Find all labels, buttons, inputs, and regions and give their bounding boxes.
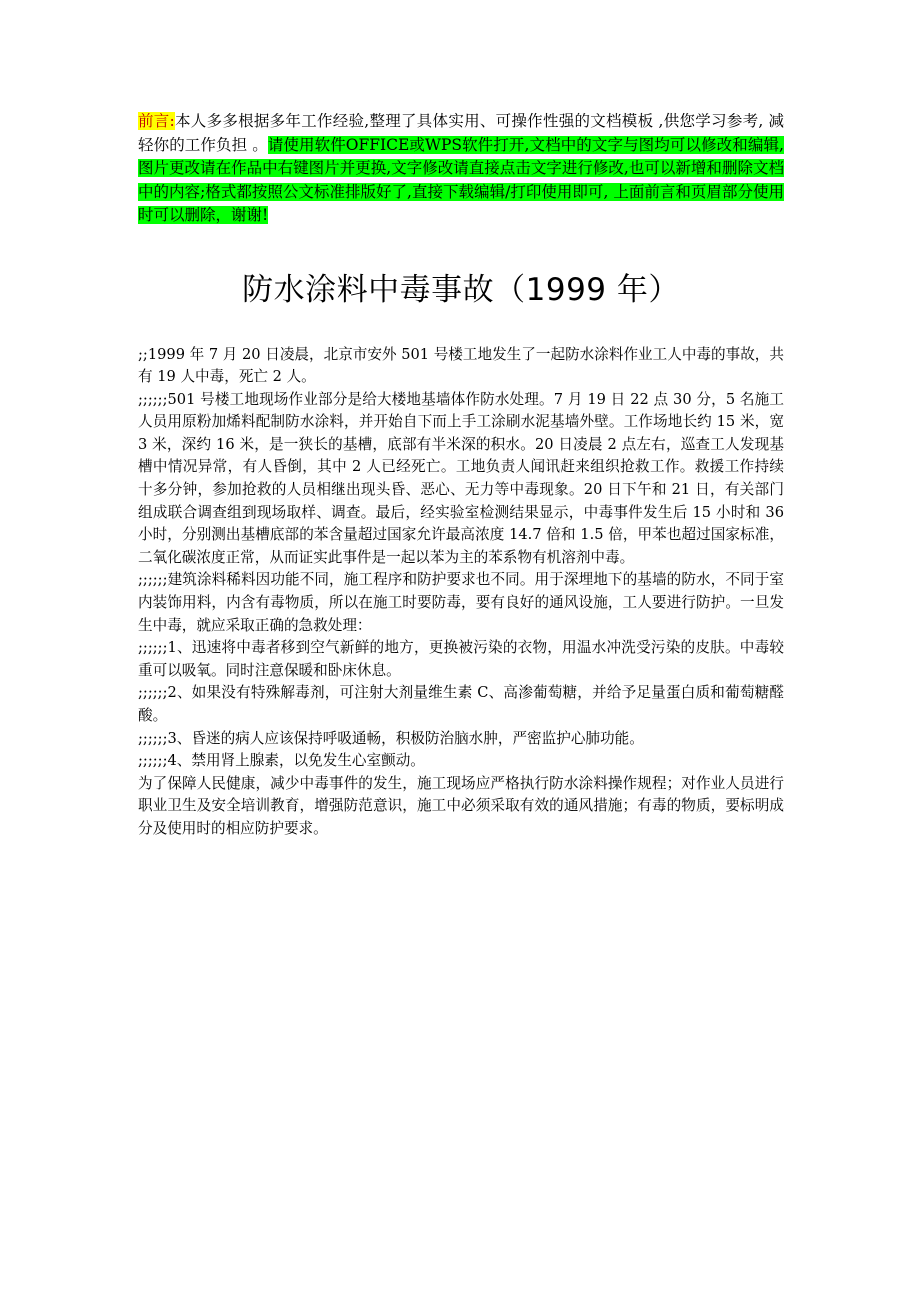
paragraph-accident-details: ;;;;;;501 号楼工地现场作业部分是给大楼地基墙体作防水处理。7 月 19 日 22 点 30 分，5 名施工人员用原粉加烯料配制防水涂料，并开始自下而上手工涂刷水泥基墙外壁。工作场地长约 15 米，宽 3 米，深约 16 米，是一狭长的基槽，底部有半米深的积水。20 日凌晨 2 点左右，巡查工人发现基槽中情况异常，有人昏倒，其中 2 人已经死亡。工地负责人闻讯赶来组织抢救工作。救援工作持续十多分钟，参加抢救的人员相继出现头昏、恶心、无力等中毒现象。20 日下午和 21 日，有关部门组成联合调查组到现场取样、调查。最后，经实验室检测结果显示，中毒事件发生后 15 小时和 36 小时，分别测出基槽底部的苯含量超过国家允许最高浓度 14.7 倍和 1.5 倍，甲苯也超过国家标准，二氧化碳浓度正常，从而证实此事件是一起以苯为主的苯系物有机溶剂中毒。 <box>138 390 784 566</box>
preface-label: 前言: <box>138 112 175 130</box>
paragraph-first-aid-3: ;;;;;;3、昏迷的病人应该保持呼吸通畅，积极防治脑水肿，严密监护心肺功能。 <box>138 729 644 747</box>
paragraph-accident-summary: ;;1999 年 7 月 20 日凌晨，北京市安外 501 号楼工地发生了一起防水涂料作业工人中毒的事故，共有 19 人中毒，死亡 2 人。 <box>138 345 784 386</box>
preface <box>138 110 784 228</box>
document-body <box>138 344 784 841</box>
document-title: 防水涂料中毒事故（1999 年） <box>242 271 680 308</box>
document-page <box>138 110 784 841</box>
paragraph-first-aid-2: ;;;;;;2、如果没有特殊解毒剂，可注射大剂量维生素 C、高渗葡萄糖，并给予足量蛋白质和葡萄糖醛酸。 <box>138 684 784 724</box>
preface-intro: 本人多多根据多年工作经验,整理了具体实用、可操作性强的文档模板 ,供您学习参考, 减轻你的工作负担 。 <box>138 112 784 154</box>
paragraph-first-aid-4: ;;;;;;4、禁用肾上腺素，以免发生心室颤动。 <box>138 752 425 770</box>
preface-notice: 请使用软件OFFICE或WPS软件打开,文档中的文字与图均可以修改和编辑,图片更改请在作品中右键图片并更换,文字修改请直接点击文字进行修改,也可以新增和删除文档中的内容;格式都按照公文标准排版好了,直接下载编辑/打印使用即可, 上面前言和页眉部分使用时可以删除，谢谢! <box>138 135 784 224</box>
paragraph-first-aid-1: ;;;;;;1、迅速将中毒者移到空气新鲜的地方，更换被污染的衣物，用温水冲洗受污染的皮肤。中毒较重可以吸氧。同时注意保暖和卧床休息。 <box>138 639 784 679</box>
paragraph-coating-notes: ;;;;;;建筑涂料稀料因功能不同，施工程序和防护要求也不同。用于深埋地下的基墙的防水，不同于室内装饰用料，内含有毒物质，所以在施工时要防毒，要有良好的通风设施，工人要进行防护。一旦发生中毒，就应采取正确的急救处理： <box>138 571 784 634</box>
paragraph-conclusion: 为了保障人民健康，减少中毒事件的发生，施工现场应严格执行防水涂料操作规程；对作业人员进行职业卫生及安全培训教育，增强防范意识，施工中必须采取有效的通风措施；有毒的物质，要标明成分及使用时的相应防护要求。 <box>138 774 784 837</box>
